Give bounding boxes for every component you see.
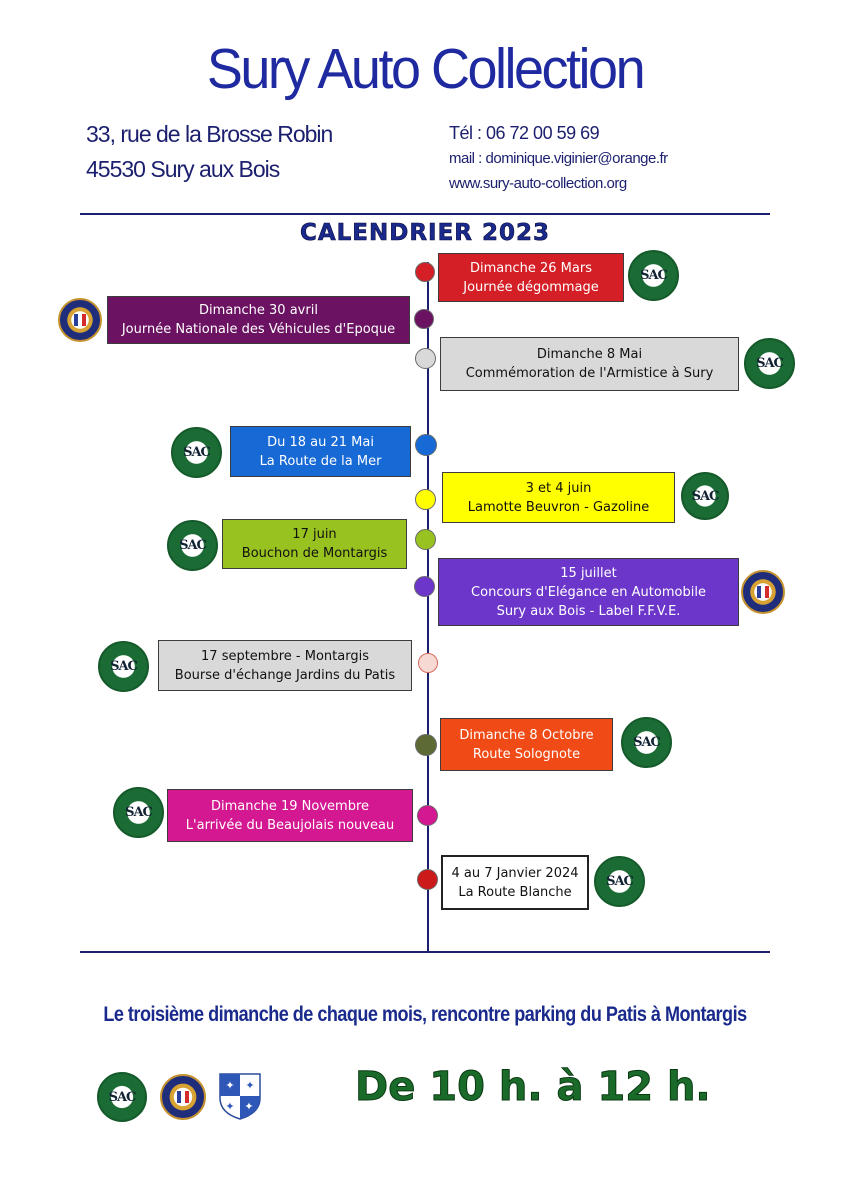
sac-logo: SAC bbox=[167, 520, 218, 571]
sac-logo: SAC bbox=[98, 641, 149, 692]
event-date: 4 au 7 Janvier 2024 bbox=[451, 865, 579, 881]
event-title: Bouchon de Montargis bbox=[241, 546, 388, 561]
event-dot bbox=[414, 576, 435, 597]
svg-text:✦: ✦ bbox=[225, 1100, 235, 1113]
address-line-2: 45530 Sury aux Bois bbox=[86, 156, 280, 182]
event-dot bbox=[418, 653, 438, 673]
event-card bbox=[230, 426, 411, 477]
event-dot bbox=[415, 489, 436, 510]
event-date: 17 septembre - Montargis bbox=[201, 648, 369, 664]
flag-icon bbox=[177, 1091, 190, 1104]
event-date: 15 juillet bbox=[560, 565, 617, 581]
svg-text:✦: ✦ bbox=[244, 1100, 254, 1113]
svg-text:✦: ✦ bbox=[225, 1079, 235, 1092]
website-link[interactable]: www.sury-auto-collection.org bbox=[449, 175, 627, 192]
sac-logo: SAC bbox=[113, 787, 164, 838]
event-title: La Route de la Mer bbox=[259, 453, 382, 469]
header-divider bbox=[80, 213, 770, 215]
sac-logo: SAC bbox=[744, 338, 795, 389]
sac-logo: SAC bbox=[681, 472, 729, 520]
phone-number: Tél : 06 72 00 59 69 bbox=[449, 123, 600, 143]
event-title: Concours d'Elégance en Automobile bbox=[471, 584, 706, 600]
page-title: Sury Auto Collection bbox=[206, 37, 644, 101]
sac-logo: SAC bbox=[621, 717, 672, 768]
event-card bbox=[442, 472, 675, 523]
event-card bbox=[440, 337, 739, 391]
sac-logo: SAC bbox=[97, 1072, 147, 1122]
event-dot bbox=[415, 434, 437, 456]
event-title: La Route Blanche bbox=[458, 884, 572, 900]
ffve-logo bbox=[58, 298, 102, 342]
event-title: Journée Nationale des Véhicules d'Epoque bbox=[121, 322, 396, 337]
meeting-hours: De 10 h. à 12 h. bbox=[355, 1064, 711, 1110]
event-title: Bourse d'échange Jardins du Patis bbox=[174, 667, 396, 683]
event-date: Dimanche 8 Mai bbox=[536, 347, 643, 362]
sac-logo: SAC bbox=[171, 427, 222, 478]
ffve-logo bbox=[160, 1074, 206, 1120]
sac-logo: SAC bbox=[628, 250, 679, 301]
event-dot bbox=[415, 262, 435, 282]
event-card bbox=[158, 640, 412, 691]
event-card bbox=[222, 519, 407, 569]
flag-icon bbox=[74, 314, 86, 326]
event-card bbox=[438, 253, 624, 302]
event-card bbox=[441, 855, 589, 910]
event-card bbox=[107, 296, 410, 344]
event-dot bbox=[415, 734, 437, 756]
event-card bbox=[167, 789, 413, 842]
event-date: Dimanche 19 Novembre bbox=[210, 798, 370, 814]
event-date: Du 18 au 21 Mai bbox=[267, 434, 374, 450]
event-card bbox=[440, 718, 613, 771]
sac-logo: SAC bbox=[594, 856, 645, 907]
event-title: Commémoration de l'Armistice à Sury bbox=[465, 366, 714, 381]
event-date: Dimanche 26 Mars bbox=[470, 260, 592, 276]
svg-text:✦: ✦ bbox=[245, 1079, 255, 1092]
footer-note: Le troisième dimanche de chaque mois, rencontre parking du Patis à Montargis bbox=[103, 1003, 747, 1026]
event-title: Lamotte Beuvron - Gazoline bbox=[467, 499, 650, 515]
event-date: 17 juin bbox=[292, 527, 337, 542]
footer-divider bbox=[80, 951, 770, 953]
event-dot bbox=[417, 869, 438, 890]
ffve-logo bbox=[741, 570, 785, 614]
event-dot bbox=[415, 529, 436, 550]
event-card bbox=[438, 558, 739, 626]
event-date: Dimanche 30 avril bbox=[199, 303, 318, 318]
coat-of-arms-icon bbox=[218, 1072, 262, 1120]
event-title: Route Solognote bbox=[472, 746, 581, 762]
event-date: Dimanche 8 Octobre bbox=[459, 727, 594, 743]
email-address[interactable]: mail : dominique.viginier@orange.fr bbox=[449, 150, 668, 167]
event-date: 3 et 4 juin bbox=[525, 480, 592, 496]
flag-icon bbox=[757, 586, 769, 598]
event-dot bbox=[417, 805, 438, 826]
calendar-title: CALENDRIER 2023 bbox=[299, 220, 551, 246]
address-line-1: 33, rue de la Brosse Robin bbox=[86, 121, 333, 147]
event-dot bbox=[415, 348, 436, 369]
event-dot bbox=[414, 309, 434, 329]
event-title: Journée dégommage bbox=[463, 279, 599, 295]
event-subtitle: Sury aux Bois - Label F.F.V.E. bbox=[496, 603, 681, 619]
event-title: L'arrivée du Beaujolais nouveau bbox=[185, 817, 395, 833]
